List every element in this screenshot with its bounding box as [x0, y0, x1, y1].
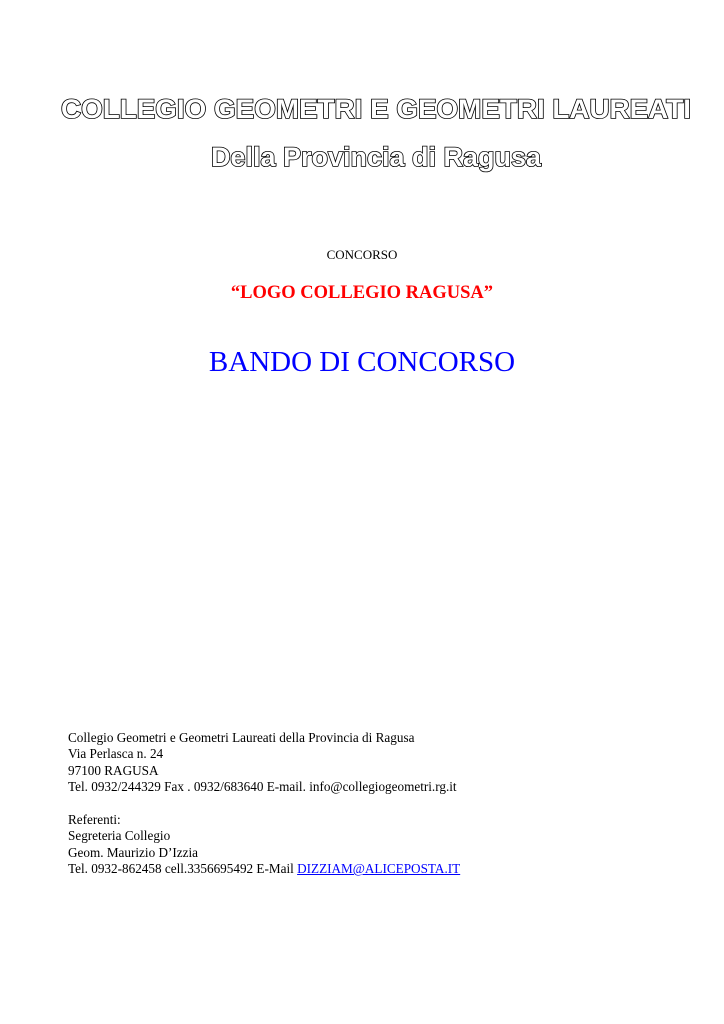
- referent-email-link[interactable]: DIZZIAM@ALICEPOSTA.IT: [297, 861, 461, 877]
- header-title-line2: Della Provincia di Ragusa: [210, 142, 542, 172]
- page-title: BANDO DI CONCORSO: [208, 346, 516, 378]
- referents-phones: [68, 861, 460, 877]
- referents-office: Segreteria Collegio: [68, 828, 171, 844]
- referents-phones-text: Tel. 0932-862458 cell.3356695492 E-Mail: [68, 861, 298, 877]
- contact-block: [68, 730, 460, 878]
- contact-city: 97100 RAGUSA: [68, 762, 159, 778]
- header-title-line1: COLLEGIO GEOMETRI E GEOMETRI LAUREATI: [61, 94, 691, 124]
- contact-org: Collegio Geometri e Geometri Laureati della Provincia di Ragusa: [68, 730, 415, 745]
- referents-person: Geom. Maurizio D’Izzia: [68, 844, 198, 860]
- contact-street: Via Perlasca n. 24: [68, 746, 164, 762]
- contact-phones: Tel. 0932/244329 Fax . 0932/683640 E-mail. info@collegiogeometri.rg.it: [68, 779, 457, 795]
- referents-heading: Referenti:: [68, 812, 121, 828]
- contest-label: CONCORSO: [326, 247, 398, 262]
- spacer: [68, 796, 460, 812]
- contest-name: “LOGO COLLEGIO RAGUSA”: [230, 283, 494, 303]
